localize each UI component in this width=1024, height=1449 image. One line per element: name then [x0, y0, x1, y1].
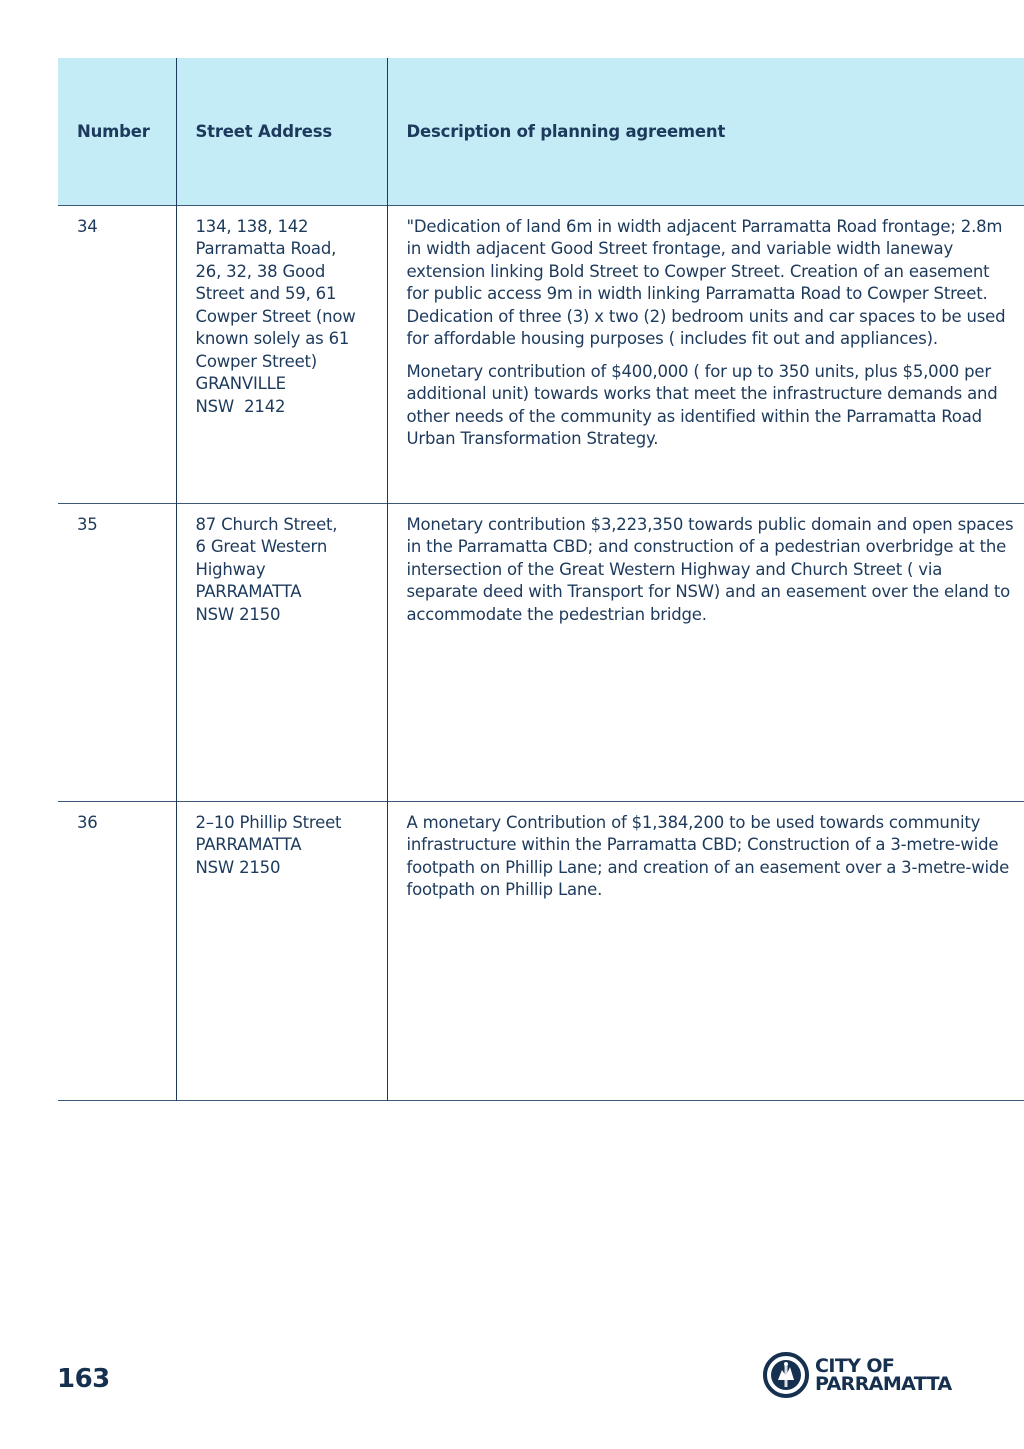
address-line: Cowper Street (now	[195, 306, 356, 326]
table-row	[58, 801, 1024, 1100]
cell-number: 35	[77, 514, 98, 534]
address-line: 26, 32, 38 Good	[195, 261, 326, 281]
address-line: 2–10 Phillip Street	[195, 812, 342, 832]
address-line: Parramatta Road,	[195, 239, 337, 258]
address-line: NSW 2150	[195, 604, 281, 624]
logo-wordmark	[815, 1357, 952, 1393]
cell-address	[176, 801, 387, 1100]
address-line: 87 Church Street,	[195, 514, 338, 534]
address-line: 134, 138, 142	[195, 216, 309, 236]
address-line: 6 Great Western	[195, 537, 328, 556]
table-row	[58, 205, 1024, 503]
header-number: Number	[77, 121, 150, 141]
address-line: NSW 2150	[195, 857, 281, 877]
cell-description	[387, 801, 1024, 1100]
cell-number: 36	[77, 812, 98, 832]
address-line: PARRAMATTA	[195, 582, 302, 601]
logo-line-1: CITY OF	[815, 1355, 895, 1377]
table-body	[58, 205, 1024, 1100]
description-paragraph: Monetary contribution $3,223,350 towards public domain and open spaces in the Parramatta CBD; and construction of a pedestrian overbridge at the intersection of the Great Western Highway and Church Street ( via separate deed with Transport for NSW) and an easement over the eland to accommodate the pedestrian bridge.	[406, 514, 1014, 624]
table-header-row	[58, 58, 1024, 205]
table-header	[58, 58, 1024, 205]
page-number: 163	[57, 1364, 110, 1394]
address-line: Cowper Street)	[195, 351, 318, 371]
cell-address	[176, 503, 387, 801]
address-line: GRANVILLE	[195, 374, 286, 393]
cell-number: 34	[77, 216, 98, 236]
address-line: known solely as 61	[195, 329, 350, 348]
planning-agreements-table	[58, 58, 1024, 1101]
header-street-address: Street Address	[176, 58, 387, 205]
logo-line-2: PARRAMATTA	[815, 1373, 952, 1395]
cell-address	[176, 205, 387, 503]
address-line: Highway	[195, 559, 266, 579]
address-line: PARRAMATTA	[195, 835, 302, 854]
city-of-parramatta-logo	[763, 1351, 963, 1399]
cell-description	[387, 205, 1024, 503]
cell-description	[387, 503, 1024, 801]
header-description: Description of planning agreement	[387, 58, 1024, 205]
description-paragraph: A monetary Contribution of $1,384,200 to be used towards community infrastructure within the Parramatta CBD; Construction of a 3-metre-wide footpath on Phillip Lane; and creation of an easement over a 3-metre-wide footpath on Phillip Lane.	[406, 812, 1010, 899]
address-line: Street and 59, 61	[195, 284, 337, 303]
planning-agreements-table-container	[58, 58, 1024, 1101]
description-paragraph: "Dedication of land 6m in width adjacent Parramatta Road frontage; 2.8m in width adjacent Good Street frontage, and variable width laneway extension linking Bold Street to Cowper Street. Creation of an easement for public access 9m in width linking Parramatta Road to Cowper Street. Dedication of three (3) x two (2) bedroom units and car spaces to be used for affordable housing purposes ( includes fit out and appliances).	[406, 216, 1006, 348]
parramatta-crest-icon	[763, 1352, 809, 1398]
address-line: NSW 2142	[195, 396, 286, 416]
description-paragraph: Monetary contribution of $400,000 ( for up to 350 units, plus $5,000 per additional unit) towards works that meet the infrastructure demands and other needs of the community as identified within the Parramatta Road Urban Transformation Strategy.	[406, 361, 998, 448]
table-row	[58, 503, 1024, 801]
